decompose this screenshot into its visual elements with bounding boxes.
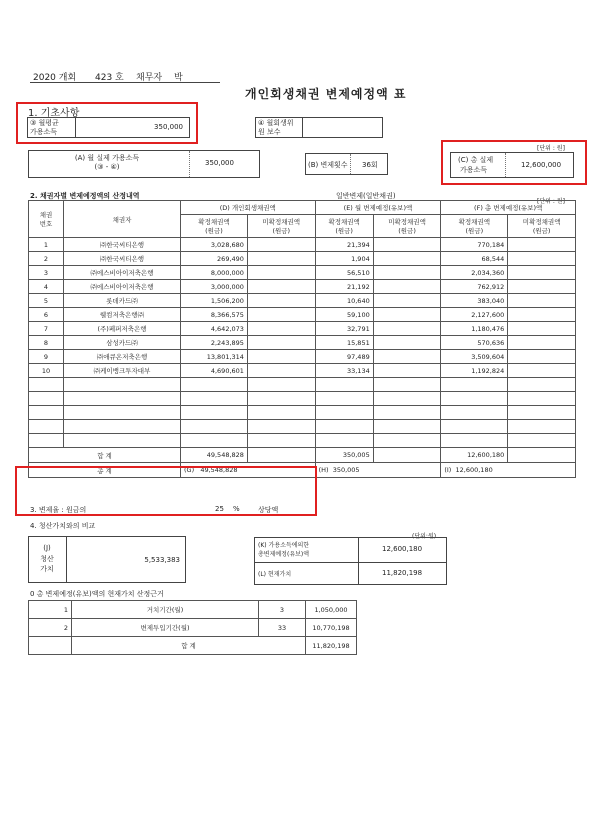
- col-header-no: 채권 번호: [29, 201, 64, 238]
- section-2-mode: 일반변제(일반채권): [336, 192, 396, 200]
- cell-f-unconfirmed: [508, 280, 576, 294]
- cell-d-confirmed: 4,642,073: [181, 322, 248, 336]
- cell-creditor: ㈜한국씨티은행: [64, 252, 181, 266]
- cell-e-confirmed: 32,791: [315, 322, 373, 336]
- cell-e-unconfirmed: [373, 336, 441, 350]
- cell-e-confirmed: 97,489: [315, 350, 373, 364]
- j-label: (J): [43, 544, 51, 552]
- col-header-d: (D) 개인회생채권액: [181, 201, 316, 215]
- table-row: [29, 252, 576, 266]
- cell-f-unconfirmed: [508, 294, 576, 308]
- monthly-actual-value: 350,000: [205, 159, 234, 167]
- sum-value: 11,820,198: [306, 637, 357, 655]
- section-1-title: 1. 기초사항: [28, 108, 80, 119]
- table-row: [29, 350, 576, 364]
- cell-d-confirmed: 2,243,895: [181, 336, 248, 350]
- cell-no: 6: [29, 308, 64, 322]
- sum-row: [29, 637, 357, 655]
- cell-creditor: ㈜에스비아이저축은행: [64, 280, 181, 294]
- table-row: [29, 280, 576, 294]
- total-label: 총 계: [29, 463, 181, 478]
- cell-creditor: ㈜한국씨티은행: [64, 238, 181, 252]
- cell-no: 4: [29, 280, 64, 294]
- monthly-income-label: ③ 월평균: [30, 119, 59, 127]
- cell-e-unconfirmed: [373, 308, 441, 322]
- col-header-e: (E) 월 변제예정(유보)액: [315, 201, 441, 215]
- empty-row: [29, 406, 576, 420]
- cell-f-confirmed: 762,912: [441, 280, 508, 294]
- cell-d-unconfirmed: [247, 252, 315, 266]
- empty-row: [29, 420, 576, 434]
- total-g: 49,548,828: [200, 466, 238, 474]
- highlight-box-total-actual: [441, 140, 587, 185]
- cell-f-confirmed: 770,184: [441, 238, 508, 252]
- l-label: (L) 현재가치: [258, 571, 292, 578]
- cell-f-unconfirmed: [508, 322, 576, 336]
- l-value: 11,820,198: [382, 569, 423, 577]
- empty-row: [29, 378, 576, 392]
- cell-d-confirmed: 8,366,575: [181, 308, 248, 322]
- total-h-cell: [315, 463, 441, 478]
- total-h-label: (H): [318, 466, 329, 474]
- k-label-2: 총변제예정(유보)액: [258, 551, 310, 558]
- cell-d-confirmed: 8,000,000: [181, 266, 248, 280]
- cell-d-unconfirmed: [247, 322, 315, 336]
- cell-f-confirmed: 570,636: [441, 336, 508, 350]
- table-row: [29, 266, 576, 280]
- cell-f-confirmed: 1,180,476: [441, 322, 508, 336]
- cell-e-unconfirmed: [373, 280, 441, 294]
- table-row: [29, 294, 576, 308]
- table-row: [29, 601, 357, 619]
- cell-f-unconfirmed: [508, 364, 576, 378]
- cell-d-confirmed: 13,801,314: [181, 350, 248, 364]
- cell-f-unconfirmed: [508, 308, 576, 322]
- cell-f-confirmed: 68,544: [441, 252, 508, 266]
- cell-f-unconfirmed: [508, 266, 576, 280]
- monthly-actual-formula: (③ - ④): [94, 163, 120, 171]
- repayment-rate-tail: 상당액: [258, 506, 279, 514]
- sum-label: 합 계: [29, 448, 181, 463]
- cell-f-unconfirmed: [508, 252, 576, 266]
- cell-no: 2: [29, 252, 64, 266]
- total-actual-label: (C) 총 실제: [458, 156, 494, 164]
- debtor-label: 채무자: [136, 73, 163, 83]
- section-3-label: 3. 변제율 : 원금의: [30, 506, 87, 514]
- col-header-f-confirmed: 확정채권액 (원금): [441, 215, 508, 238]
- monthly-income-value: 350,000: [154, 123, 183, 131]
- cell-e-confirmed: 1,904: [315, 252, 373, 266]
- cell-e-unconfirmed: [373, 364, 441, 378]
- cell-d-confirmed: 3,000,000: [181, 280, 248, 294]
- j-value: 5,533,383: [144, 556, 180, 564]
- divider: [189, 151, 190, 177]
- cell-e-unconfirmed: [373, 238, 441, 252]
- sum-e: 350,005: [315, 448, 373, 463]
- cell-e-confirmed: 21,192: [315, 280, 373, 294]
- cell-creditor: 삼성카드㈜: [64, 336, 181, 350]
- cell-d-unconfirmed: [247, 364, 315, 378]
- cell-no: 7: [29, 322, 64, 336]
- divider: [254, 562, 447, 563]
- cell-d-unconfirmed: [247, 350, 315, 364]
- col-header-e-confirmed: 확정채권액 (원금): [315, 215, 373, 238]
- cell-f-confirmed: 2,034,360: [441, 266, 508, 280]
- cell-no: 1: [29, 601, 72, 619]
- cell-no: 8: [29, 336, 64, 350]
- j-label-3: 가치: [40, 565, 54, 573]
- unit-note-1: [단위 : 원]: [537, 145, 565, 152]
- section-4-title: 4. 청산가치와의 비교: [30, 522, 96, 530]
- col-header-creditor: 채권자: [64, 201, 181, 238]
- section-5-title: 0 총 변제예정(유보)액의 현재가치 산정근거: [30, 590, 164, 598]
- cell-d-unconfirmed: [247, 280, 315, 294]
- cell-e-unconfirmed: [373, 252, 441, 266]
- header-underline: [30, 82, 220, 83]
- cell-f-confirmed: 1,192,824: [441, 364, 508, 378]
- divider: [302, 117, 303, 138]
- cell-months: 33: [259, 619, 306, 637]
- j-label-2: 청산: [40, 555, 54, 563]
- table-row: [29, 619, 357, 637]
- table-row: [29, 238, 576, 252]
- cell-d-unconfirmed: [247, 238, 315, 252]
- total-actual-value: 12,600,000: [521, 161, 562, 169]
- cell-d-unconfirmed: [247, 308, 315, 322]
- divider: [358, 537, 359, 585]
- cell-f-unconfirmed: [508, 238, 576, 252]
- cell-creditor: ㈜에스비아이저축은행: [64, 266, 181, 280]
- table-row: [29, 322, 576, 336]
- table-row: [29, 336, 576, 350]
- col-header-f: (F) 총 변제예정(유보)액: [441, 201, 576, 215]
- cell-d-confirmed: 3,028,680: [181, 238, 248, 252]
- cell-f-unconfirmed: [508, 350, 576, 364]
- cell-value: 10,770,198: [306, 619, 357, 637]
- col-header-d-unconfirmed: 미확정채권액 (원금): [247, 215, 315, 238]
- cell-creditor: 웰컴저축은행㈜: [64, 308, 181, 322]
- payment-count-label: (B) 변제횟수: [308, 161, 348, 169]
- table-row: [29, 364, 576, 378]
- cell-d-unconfirmed: [247, 336, 315, 350]
- unit-note-3: (단위:원): [412, 533, 437, 540]
- cell-no: 10: [29, 364, 64, 378]
- k-value: 12,600,180: [382, 545, 423, 553]
- k-label: (K) 가용소득에의한: [258, 542, 310, 549]
- total-i: 12,600,180: [455, 466, 493, 474]
- cell-creditor: (주)페퍼저축은행: [64, 322, 181, 336]
- payment-count-value: 36회: [362, 161, 378, 169]
- table-row: [29, 308, 576, 322]
- trustee-fee-label-2: 원 보수: [258, 128, 281, 136]
- divider: [66, 536, 67, 583]
- cell-e-confirmed: 21,394: [315, 238, 373, 252]
- cell-no: 5: [29, 294, 64, 308]
- total-h: 350,005: [332, 466, 360, 474]
- cell-f-confirmed: 383,040: [441, 294, 508, 308]
- total-g-label: (G): [184, 466, 195, 474]
- monthly-income-label-2: 가용소득: [30, 128, 58, 136]
- monthly-actual-label: (A) 월 실제 가용소득: [74, 154, 140, 162]
- highlight-box-basics: [16, 102, 198, 144]
- cell-e-unconfirmed: [373, 266, 441, 280]
- cell-e-confirmed: 15,851: [315, 336, 373, 350]
- cell-e-confirmed: 59,100: [315, 308, 373, 322]
- cell-creditor: ㈜케이뱅크투자대부: [64, 364, 181, 378]
- empty-row: [29, 434, 576, 448]
- cell-e-unconfirmed: [373, 350, 441, 364]
- cell-e-unconfirmed: [373, 322, 441, 336]
- sum-f: 12,600,180: [441, 448, 508, 463]
- total-i-label: (I): [444, 466, 452, 474]
- sum-row: [29, 448, 576, 463]
- creditor-table: [28, 200, 576, 478]
- cell-creditor: ㈜애큐온저축은행: [64, 350, 181, 364]
- debtor-name: 박: [174, 73, 183, 83]
- cell-f-unconfirmed: [508, 336, 576, 350]
- total-i-cell: [441, 463, 576, 478]
- cell-e-confirmed: 56,510: [315, 266, 373, 280]
- present-value-table: [28, 600, 357, 655]
- cell-value: 1,050,000: [306, 601, 357, 619]
- cell-f-confirmed: 3,509,604: [441, 350, 508, 364]
- cell-d-unconfirmed: [247, 294, 315, 308]
- section-2-title: 2. 채권자별 변제예정액의 산정내역: [30, 192, 140, 200]
- cell-d-confirmed: 269,490: [181, 252, 248, 266]
- repayment-rate-suffix: %: [233, 505, 240, 513]
- total-actual-label-2: 가용소득: [460, 166, 488, 174]
- cell-label: 거치기간(월): [72, 601, 259, 619]
- cell-no: 2: [29, 619, 72, 637]
- page-title: 개인회생채권 변제예정액 표: [245, 87, 407, 101]
- cell-label: 변제투입기간(월): [72, 619, 259, 637]
- empty-row: [29, 392, 576, 406]
- case-year: 2020 개회: [33, 73, 77, 83]
- sum-label: 합 계: [72, 637, 306, 655]
- col-header-e-unconfirmed: 미확정채권액 (원금): [373, 215, 441, 238]
- repayment-rate: 25: [215, 505, 224, 513]
- divider: [350, 154, 351, 174]
- sum-d: 49,548,828: [181, 448, 248, 463]
- col-header-d-confirmed: 확정채권액 (원금): [181, 215, 248, 238]
- col-header-f-unconfirmed: 미확정채권액 (원금): [508, 215, 576, 238]
- cell-e-confirmed: 10,640: [315, 294, 373, 308]
- unit-note-2: [단위 : 원]: [537, 198, 565, 205]
- cell-f-confirmed: 2,127,600: [441, 308, 508, 322]
- cell-months: 3: [259, 601, 306, 619]
- cell-creditor: 롯데카드㈜: [64, 294, 181, 308]
- trustee-fee-label: ④ 월회생위: [258, 119, 294, 127]
- cell-e-confirmed: 33,134: [315, 364, 373, 378]
- cell-d-unconfirmed: [247, 266, 315, 280]
- cell-no: 3: [29, 266, 64, 280]
- cell-e-unconfirmed: [373, 294, 441, 308]
- cell-d-confirmed: 4,690,601: [181, 364, 248, 378]
- cell-no: 9: [29, 350, 64, 364]
- cell-d-confirmed: 1,506,200: [181, 294, 248, 308]
- cell-no: 1: [29, 238, 64, 252]
- case-number: 423 호: [95, 73, 124, 83]
